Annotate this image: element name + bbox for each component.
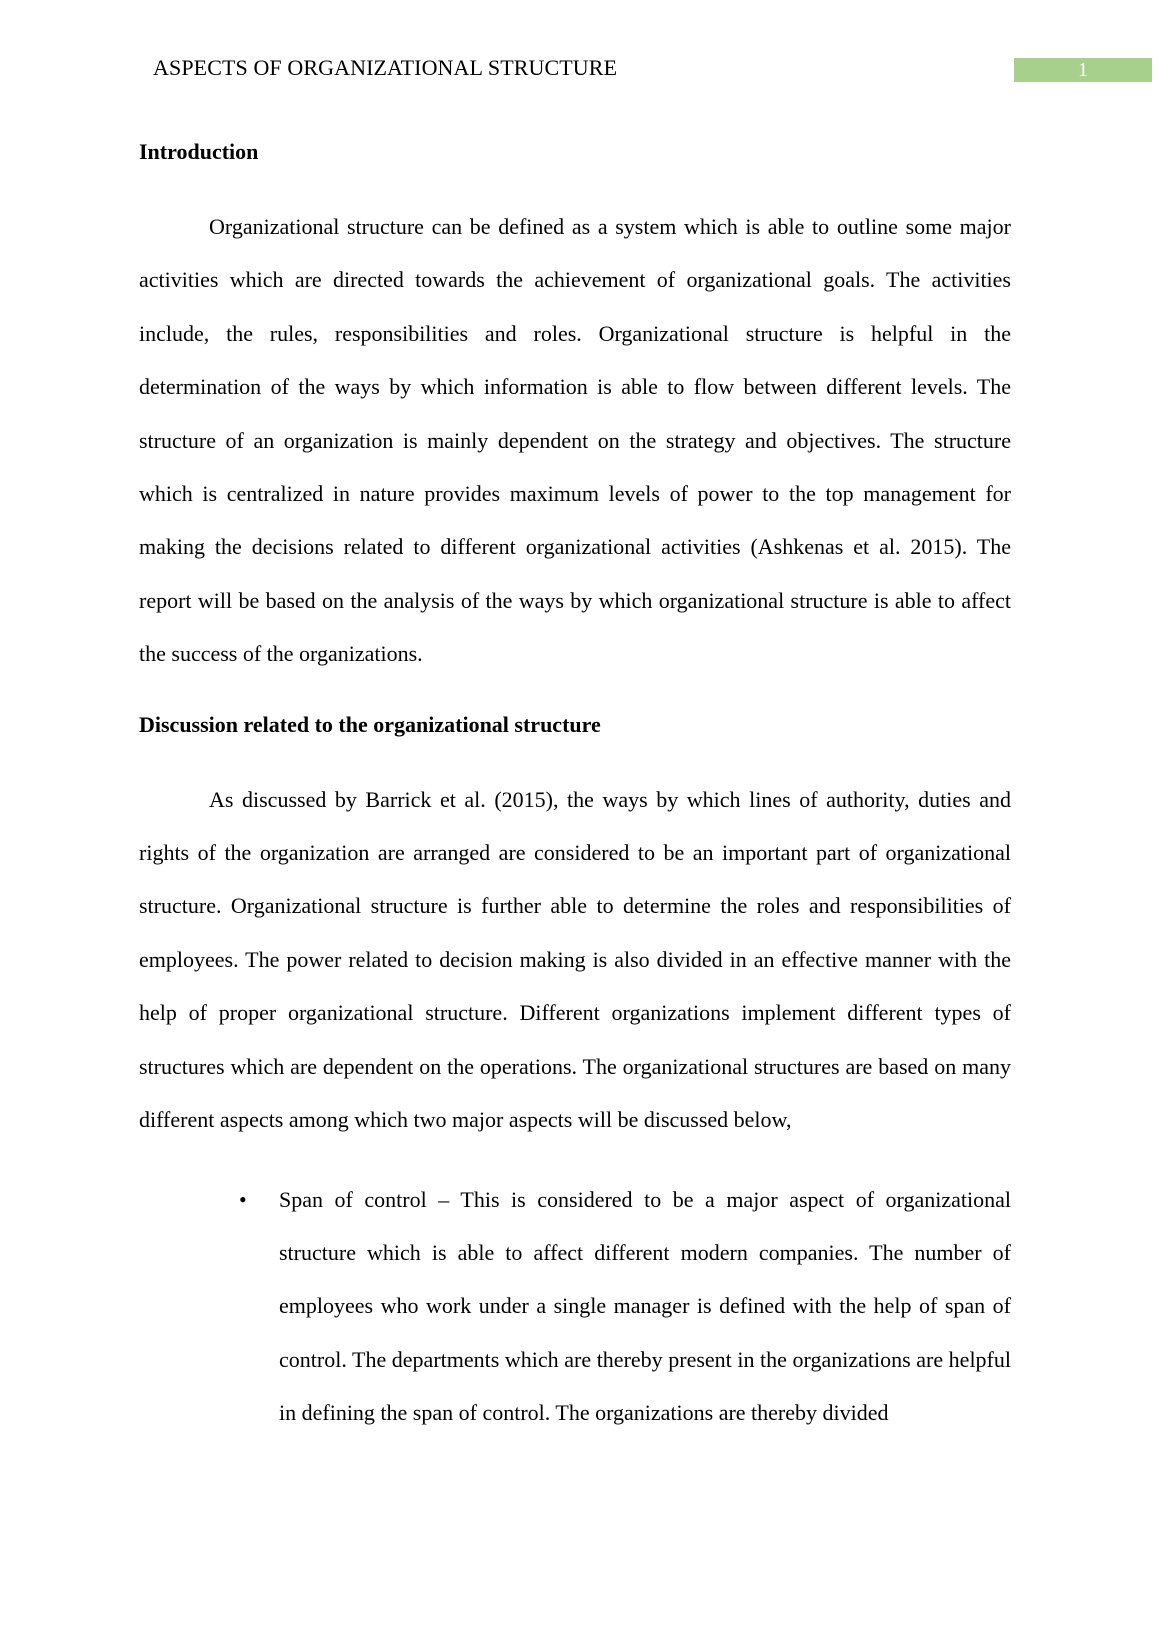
introduction-section [139, 130, 1011, 681]
discussion-paragraph: As discussed by Barrick et al. (2015), the ways by which lines of authority, duties and rights of the organization are arranged are considered to be an important part of organizational structure. Organizational structure is further able to determine the roles and responsibilities of employees. The power related to decision making is also divided in an effective manner with the help of proper organizational structure. Different organizations implement different types of structures which are dependent on the operations. The organizational structures are based on many different aspects among which two major aspects will be discussed below, [139, 786, 1011, 1133]
page-number: 1 [1014, 58, 1152, 82]
introduction-paragraph: Organizational structure can be defined as a system which is able to outline some major activities which are directed towards the achievement of organizational goals. The activities include, the rules, responsibilities and roles. Organizational structure is helpful in the determination of the ways by which information is able to flow between different levels. The structure of an organization is mainly dependent on the strategy and objectives. The structure which is centralized in nature provides maximum levels of power to the top management for making the decisions related to different organizational activities (Ashkenas et al. 2015). The report will be based on the analysis of the ways by which organizational structure is able to affect the success of the organizations. [139, 214, 1011, 667]
bullet-icon: • [239, 1186, 247, 1212]
discussion-heading: Discussion related to the organizational structure [139, 711, 601, 737]
discussion-section [139, 703, 1011, 1440]
list-item [239, 1173, 1011, 1440]
introduction-heading: Introduction [139, 139, 259, 164]
running-head: ASPECTS OF ORGANIZATIONAL STRUCTURE [153, 55, 618, 80]
aspects-list [139, 1173, 1011, 1440]
list-item-text: Span of control – This is considered to be a major aspect of organizational structure which is able to affect different modern companies. The number of employees who work under a single manager is defined with the help of span of control. The departments which are thereby present in the organizations are helpful in defining the span of control. The organizations are thereby divided [279, 1186, 1011, 1426]
document-body [139, 130, 1011, 1440]
